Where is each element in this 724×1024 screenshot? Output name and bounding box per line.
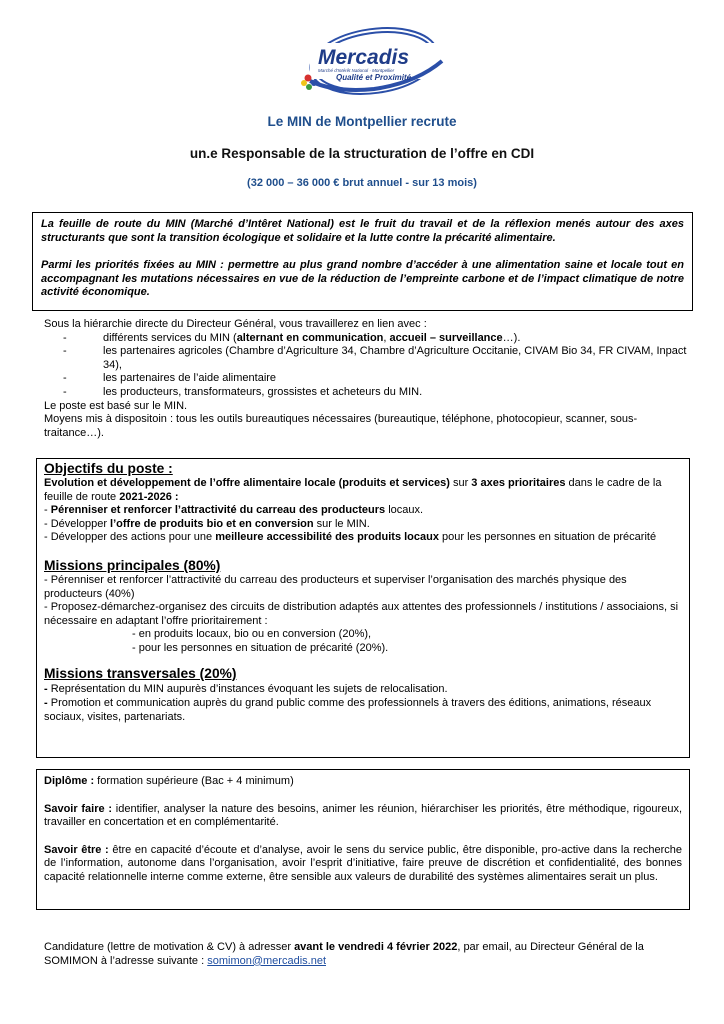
missions-main-sub2: - pour les personnes en situation de précarité (20%).: [132, 641, 389, 654]
item-text: …).: [502, 331, 521, 344]
application-section: [44, 941, 690, 968]
intro-paragraph-1: La feuille de route du MIN (Marché d’Intêret National) est le fruit du travail et de la réflexion menés autour des axes structurants que sont la transition écologique et solidaire et la lutte contre la précarité alimentaire.: [41, 218, 684, 244]
diploma-value: formation supérieure (Bac + 4 minimum): [94, 775, 294, 787]
list-item: - les producteurs, transformateurs, grossistes et acheteurs du MIN.: [44, 386, 690, 400]
objectives-line-4: [44, 531, 682, 545]
bold-text: Evolution et développement de l’offre alimentaire locale (produits et services): [44, 477, 450, 489]
bold-text: 3 axes prioritaires: [471, 477, 566, 489]
text: - Développer des actions pour une: [44, 531, 216, 544]
list-item: [44, 332, 690, 346]
item-text: ,: [383, 331, 390, 344]
dash: -: [44, 697, 48, 710]
text: sur le MIN.: [313, 517, 370, 530]
text: -: [44, 504, 51, 517]
text: sur: [449, 477, 472, 489]
bold-text: l’offre de produits bio et en conversion: [110, 517, 314, 530]
objectives-line-3: [44, 518, 682, 532]
text: Candidature (lettre de motivation & CV) à adresser: [44, 941, 295, 953]
email-link[interactable]: somimon@mercadis.net: [207, 954, 326, 967]
list-item: - les partenaires agricoles (Chambre d’Agriculture 34, Chambre d’Agriculture Occitanie, CIVAM Bio 34, FR CIVAM, Inpact 34),: [44, 345, 690, 372]
mercadis-logo: [296, 21, 446, 99]
item-bold: alternant en communication: [236, 331, 384, 344]
salary-range: (32 000 – 36 000 € brut annuel - sur 13 mois): [247, 177, 477, 189]
objectives-line-1: [44, 477, 682, 504]
savoir-faire-line: [44, 803, 682, 830]
hierarchy-section: [44, 318, 690, 440]
objectives-line-2: [44, 504, 682, 518]
text: - Développer: [44, 517, 111, 530]
objectives-heading: Objectifs du poste :: [44, 461, 173, 476]
partners-list: [44, 332, 690, 400]
means-text: Moyens mis à dispositoin : tous les outils bureautiques nécessaires (bureautique, téléphone, photocopieur, scanner, sous-traitance…).: [44, 413, 638, 439]
bold-text: meilleure accessibilité des produits locaux: [215, 531, 439, 544]
application-text: [44, 941, 690, 968]
savoir-faire-label: Savoir faire :: [44, 802, 113, 815]
bold-text: Pérenniser et renforcer l’attractivité du carreau des producteurs: [50, 504, 386, 517]
diploma-label: Diplôme :: [44, 775, 95, 787]
savoir-etre-line: [44, 844, 682, 885]
missions-transverse-heading: Missions transversales (20%): [44, 665, 237, 681]
logo-subtitle: Marché d'Intérêt National · Montpellier: [318, 68, 395, 73]
text: Représentation du MIN aupurès d’instances évoquant les sujets de relocalisation.: [47, 682, 448, 695]
requirements-box: [36, 769, 690, 910]
item-text: différents services du MIN (: [103, 331, 237, 344]
text: Promotion et communication auprès du grand public comme des professionnels à travers des éditions, animations, réseaux sociaux, visites, partenariats.: [44, 697, 652, 723]
missions-transverse-p2: [44, 696, 682, 724]
logo-tagline: Qualité et Proximité: [336, 73, 412, 82]
text: pour les personnes en situation de précarité: [438, 531, 657, 544]
location-text: Le poste est basé sur le MIN.: [44, 399, 188, 412]
text: dans le cadre de la feuille de route: [44, 477, 662, 503]
item-bold: accueil – surveillance: [389, 331, 503, 344]
savoir-etre-label: Savoir être :: [44, 843, 109, 856]
hierarchy-lead: Sous la hiérarchie directe du Directeur Général, vous travaillerez en lien avec :: [44, 318, 427, 330]
bold-text: 2021-2026 :: [119, 490, 179, 503]
savoir-faire-value: identifier, analyser la nature des besoins, animer les réunion, hiérarchiser les priorités, être méthodique, rigoureux, travailler en concertation et en complémentarité.: [44, 802, 682, 829]
missions-transverse-p1: [44, 682, 682, 697]
missions-main-p2: - Proposez-démarchez-organisez des circuits de distribution adaptés aux attentes des professionnels / institutions / associaions, si nécessaire en adaptant l’offre prioritairement :: [44, 601, 679, 627]
missions-main-sub1: - en produits locaux, bio ou en conversion (20%),: [132, 628, 372, 641]
intro-paragraph-2: Parmi les priorités fixées au MIN : permettre au plus grand nombre d’accéder à une alimentation saine et locale tout en accompagnant les mutations nécessaires en vue de la réduction de l’empreinte carbone et de l’impact climatique de notre activité économique.: [41, 259, 684, 299]
job-title: un.e Responsable de la structuration de l’offre en CDI: [189, 146, 535, 161]
savoir-etre-value: être en capacité d’écoute et d’analyse, avoir le sens du service public, être disponible, pro-active dans la recherche de l’information, autonome dans l’organisation, avoir l’esprit d’initiative, faire preuve de discrétion et confidentialité, des bonnes capacité relationnelle interne comme externe, être sensible aux valeurs de durabilité des systèmes alimentaires serait un plus.: [44, 843, 682, 883]
diploma-line: [44, 775, 682, 789]
intro-box: [32, 212, 693, 311]
dash: -: [44, 682, 48, 695]
missions-main-p1: - Pérenniser et renforcer l’attractivité du carreau des producteurs et superviser l’organisation des marchés physique des producteurs (40%): [44, 573, 627, 600]
list-item: - les partenaires de l’aide alimentaire: [44, 372, 690, 386]
text: locaux.: [385, 504, 424, 517]
objectives-box: [36, 458, 690, 758]
page-title: Le MIN de Montpellier recrute: [267, 114, 457, 129]
logo-brand: Mercadis: [318, 46, 410, 69]
text: , par email, au Directeur Général de la SOMIMON à l’adresse suivante :: [44, 941, 644, 967]
missions-main-heading: Missions principales (80%): [44, 557, 221, 573]
deadline: avant le vendredi 4 février 2022: [294, 941, 458, 953]
